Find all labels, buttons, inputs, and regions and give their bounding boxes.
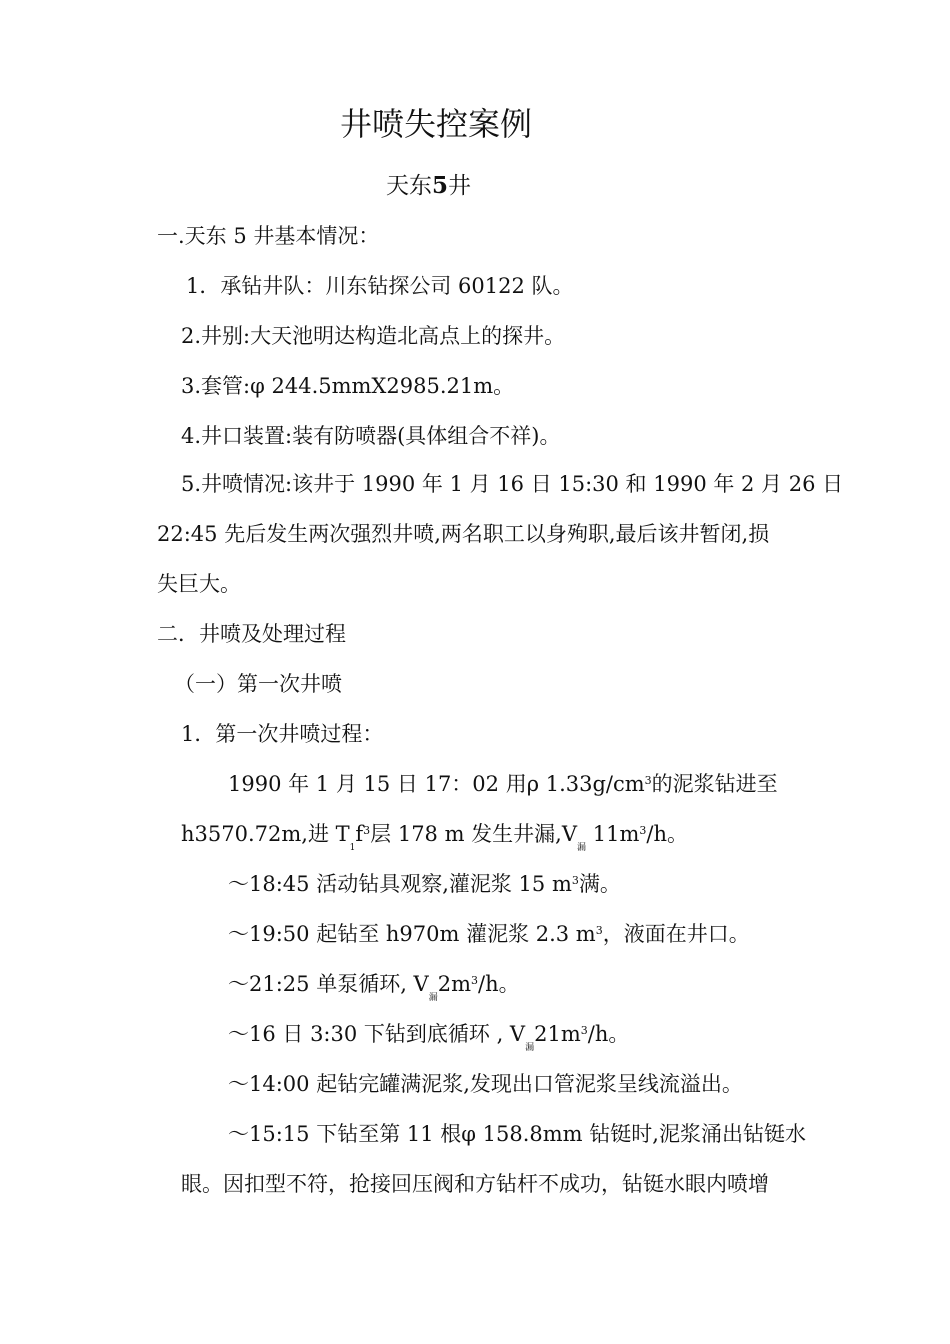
event-line: ～19:50 起钻至 h970m 灌泥浆 2.3 $m^3$，液面在井口。 bbox=[228, 922, 750, 946]
paragraph-line: 5.井喷情况:该井于 1990 年 1 月 16 日 15:30 和 1990 年 2 月 26 日 bbox=[181, 472, 844, 496]
paragraph-line: h3570.72m,进 $T_1f^3$层 178 m 发生井漏$,V_漏$ $11m^3/h$。 bbox=[181, 822, 688, 853]
section-heading-1: 一.天东 5 井基本情况： bbox=[157, 224, 380, 248]
section-heading-2: 二．井喷及处理过程 bbox=[157, 622, 346, 646]
list-item: 1．承钻井队：川东钻探公司 60122 队。 bbox=[186, 274, 574, 298]
paragraph-line: 22:45 先后发生两次强烈井喷,两名职工以身殉职,最后该井暂闭,损 bbox=[157, 522, 770, 546]
event-line: ～16 日 3:30 下钻到底循环 , $V_漏21m^3/h$。 bbox=[228, 1022, 630, 1053]
page-title: 井喷失控案例 bbox=[340, 105, 533, 143]
list-item: 1．第一次井喷过程： bbox=[181, 722, 384, 746]
paragraph-line: 1990 年 1 月 15 日 17：02 用ρ $1.33g/cm^3$的泥浆钻进至 bbox=[228, 772, 778, 796]
page-subtitle: 天东5井 bbox=[386, 172, 472, 199]
event-line: ～15:15 下钻至第 11 根φ 158.8mm 钻铤时,泥浆涌出钻铤水 bbox=[228, 1122, 806, 1146]
subsection-heading: （一）第一次井喷 bbox=[174, 672, 342, 696]
list-item: 3.套管:φ 244.5mmX2985.21m。 bbox=[181, 374, 515, 398]
list-item: 2.井别:大天池明达构造北高点上的探井。 bbox=[181, 324, 566, 348]
event-line: ～14:00 起钻完罐满泥浆,发现出口管泥浆呈线流溢出。 bbox=[228, 1072, 743, 1096]
paragraph-line: 眼。因扣型不符，抢接回压阀和方钻杆不成功，钻铤水眼内喷增 bbox=[181, 1172, 769, 1196]
list-item: 4.井口装置:装有防喷器(具体组合不祥)。 bbox=[181, 424, 561, 448]
event-line: ～18:45 活动钻具观察,灌泥浆 15 $m^3$满。 bbox=[228, 872, 621, 896]
paragraph-line: 失巨大。 bbox=[157, 572, 241, 596]
event-line: ～21:25 单泵循环, $V_漏2m^3/h$。 bbox=[228, 972, 520, 1003]
